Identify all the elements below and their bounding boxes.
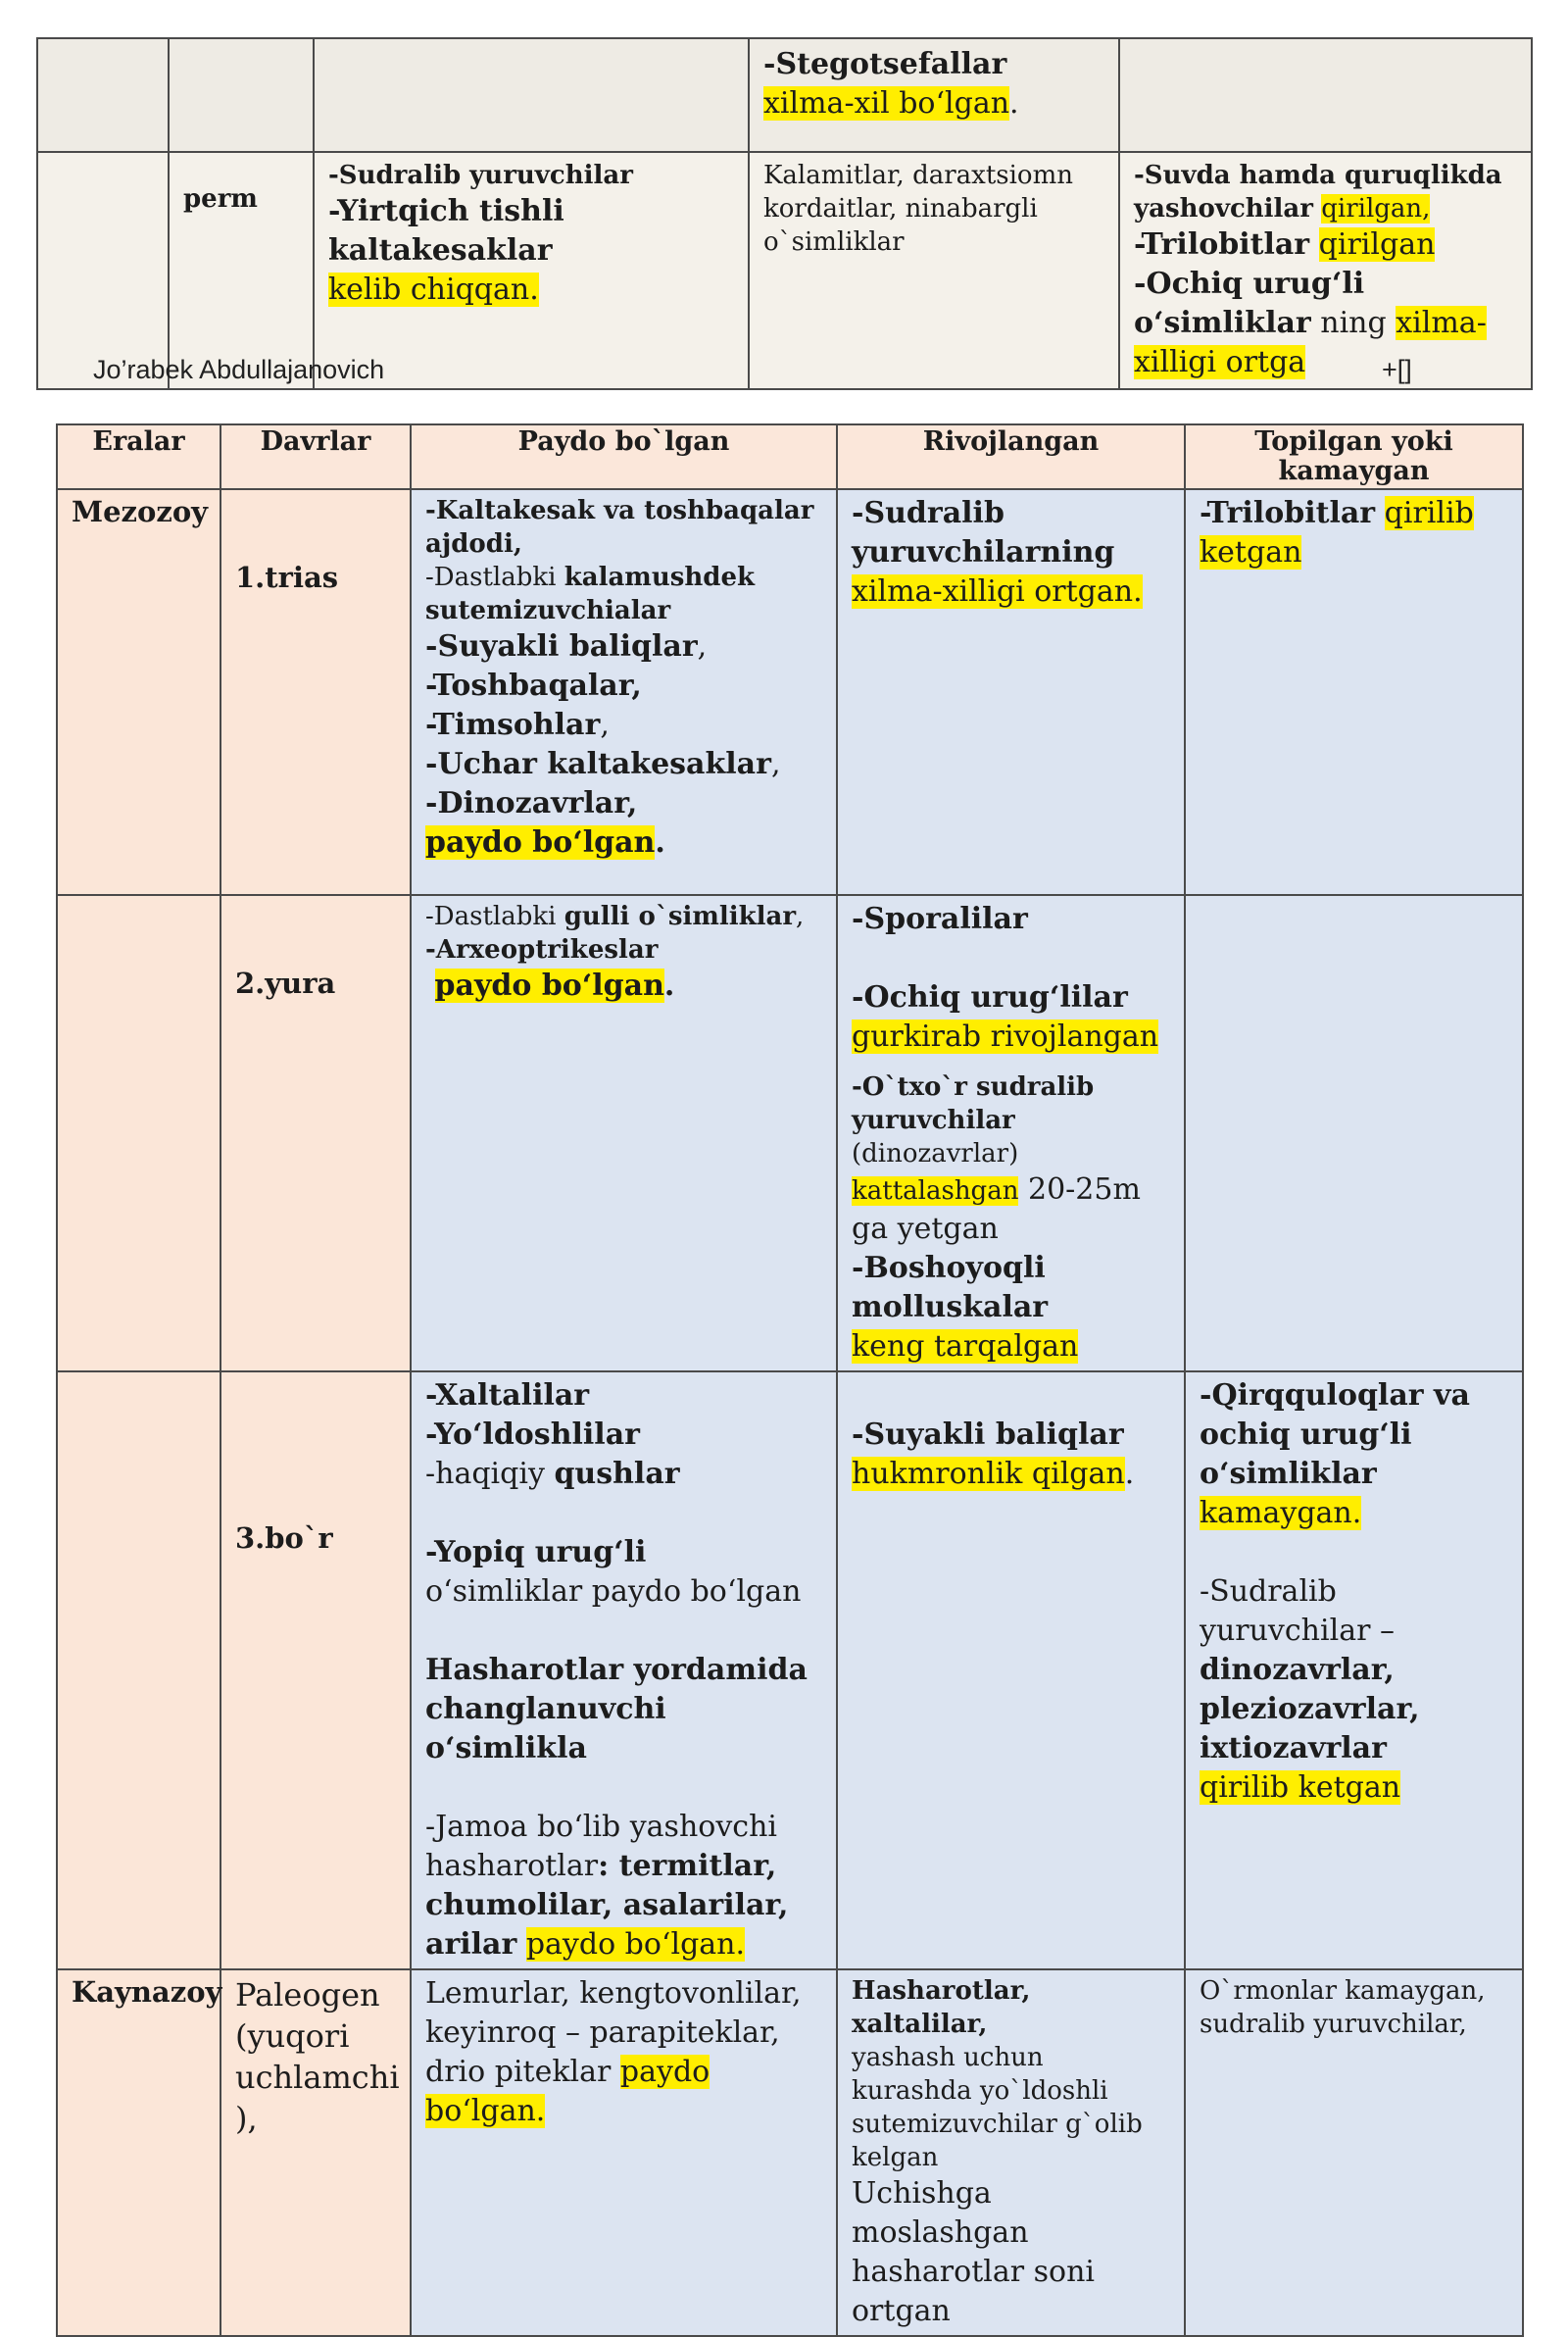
text: . — [1009, 86, 1019, 121]
highlight-text: qirilib ketgan — [1200, 496, 1474, 570]
text: -Trilobitlar — [1200, 496, 1376, 530]
period-cell — [169, 38, 314, 152]
era-cell — [57, 1969, 220, 2336]
topilgan-cell — [1185, 1969, 1523, 2336]
text: -Kaltakesak va toshbaqalar ajdodi, — [425, 496, 814, 559]
paydo-cell — [314, 38, 749, 152]
paydo-cell — [411, 489, 837, 895]
era-cell — [57, 489, 220, 895]
page-mark: +[] — [1382, 355, 1412, 384]
paydo-cell — [314, 152, 749, 389]
topilgan-cell — [1185, 895, 1523, 1371]
header-davrlar: Davrlar — [220, 424, 411, 489]
highlight-text: paydo bo‘lgan. — [425, 2055, 710, 2128]
text: o‘simliklar paydo bo‘lgan — [425, 1574, 802, 1609]
text: yashash uchun kurashda yo`ldoshli sutemizuvchilar g`olib kelgan — [852, 2043, 1143, 2172]
header-eralar: Eralar — [57, 424, 220, 489]
text: . — [655, 825, 665, 860]
text: -haqiqiy — [425, 1457, 555, 1491]
rivoj-cell — [749, 152, 1119, 389]
era-cell — [57, 895, 220, 1371]
period-cell — [220, 1969, 411, 2336]
topilgan-cell — [1185, 1371, 1523, 1969]
text: -Sporalilar — [852, 902, 1028, 936]
text: -Suyakli baliqlar — [425, 629, 698, 664]
paydo-cell — [411, 895, 837, 1371]
highlight-text: hukmronlik qilgan — [852, 1457, 1125, 1491]
highlight-text: kattalashgan — [852, 1176, 1019, 1206]
highlight-text: qirilgan, — [1321, 194, 1431, 224]
table-row — [57, 489, 1523, 895]
text: : termitlar, chumolilar, asalarilar, arilar — [425, 1849, 789, 1962]
period-cell — [169, 152, 314, 389]
text: -Ochiq urug‘lilar — [852, 980, 1128, 1015]
period-label: 2.yura — [235, 967, 336, 1000]
text: -Dastlabki — [425, 902, 564, 931]
text: 20-25m ga yetgan — [852, 1172, 1141, 1246]
period-label: perm — [183, 184, 258, 214]
table-row — [37, 152, 1532, 389]
highlight-text: paydo bo‘lgan. — [525, 1927, 746, 1962]
text: dinozavrlar, pleziozavrlar, ixtiozavrlar — [1200, 1653, 1420, 1765]
text: -Timsohlar — [425, 708, 601, 742]
paydo-cell — [411, 1969, 837, 2336]
continued-table — [36, 37, 1533, 390]
highlight-text: gurkirab rivojlangan — [852, 1019, 1159, 1054]
table-row — [57, 1969, 1523, 2336]
highlight-text: xilma-xilligi ortgan. — [852, 574, 1143, 609]
text: -Sudralib yuruvchilar – — [1200, 1574, 1395, 1648]
era-cell — [57, 1371, 220, 1969]
text: -Toshbaqalar, — [425, 669, 642, 703]
topilgan-cell — [1119, 38, 1532, 152]
highlight-text: xilma-xilligi ortga — [1134, 306, 1487, 379]
header-paydo: Paydo bo`lgan — [411, 424, 837, 489]
period-label: Paleogen (yuqori uchlamchi ), — [235, 1976, 400, 2137]
text: -Ochiq urug‘li o‘simliklar — [1134, 267, 1365, 340]
text: -Stegotsefallar — [763, 47, 1007, 81]
highlight-text: keng tarqalgan — [852, 1329, 1079, 1364]
text: Hasharotlar yordamida changlanuvchi o‘simlikla — [425, 1653, 808, 1765]
text: -Sudralib yuruvchilarning — [852, 496, 1115, 570]
text: Kalamitlar, daraxtsiomn kordaitlar, ninabargli o`simliklar — [763, 161, 1073, 257]
text: . — [663, 969, 675, 1003]
highlight-text: kelib chiqqan. — [328, 273, 539, 307]
table-row — [37, 38, 1532, 152]
text: -Jamoa bo‘lib yashovchi hasharotlar — [425, 1810, 777, 1883]
text: -Xaltalilar — [425, 1378, 590, 1413]
rivoj-cell — [749, 38, 1119, 152]
text: -Arxeoptrikeslar — [425, 935, 659, 965]
text: qushlar — [554, 1457, 680, 1491]
highlight-text: kamaygan. — [1200, 1496, 1362, 1530]
text: -Yirtqich tishli kaltakesaklar — [328, 194, 564, 268]
text: -Qirqquloqlar va ochiq urug‘li o‘simliklar — [1200, 1378, 1470, 1491]
text: Lemurlar, kengtovonlilar, keyinroq – parapiteklar, drio piteklar — [425, 1976, 802, 2089]
text: -Uchar kaltakesaklar — [425, 747, 771, 781]
era-cell — [37, 152, 169, 389]
period-label: 1.trias — [235, 561, 339, 594]
author-name: Jo’rabek Abdullajanovich — [93, 355, 385, 384]
rivoj-cell — [837, 895, 1185, 1371]
period-cell — [220, 1371, 411, 1969]
table-row — [57, 1371, 1523, 1969]
header-topilgan: Topilgan yoki kamaygan — [1185, 424, 1523, 489]
topilgan-cell — [1119, 152, 1532, 389]
era-label: Mezozoy — [72, 495, 209, 528]
text: Hasharotlar, xaltalilar, — [852, 1976, 1031, 2039]
text: -Boshoyoqli molluskalar — [852, 1251, 1049, 1324]
text: -Yo‘ldoshlilar — [425, 1417, 640, 1452]
highlight-text: qirilib ketgan — [1200, 1770, 1401, 1805]
header-rivojlangan: Rivojlangan — [837, 424, 1185, 489]
text: -Dinozavrlar, — [425, 786, 638, 820]
text: ning — [1320, 306, 1387, 340]
period-cell — [220, 895, 411, 1371]
rivoj-cell — [837, 489, 1185, 895]
text: Uchishga moslashgan hasharotlar soni ortgan — [852, 2176, 1095, 2328]
text: -Suyakli baliqlar — [852, 1417, 1124, 1452]
text: kalamushdek sutemizuvchialar — [425, 563, 755, 625]
rivoj-cell — [837, 1969, 1185, 2336]
text: , — [697, 629, 708, 664]
era-cell — [37, 38, 169, 152]
highlight-text: paydo bo‘lgan — [425, 825, 656, 860]
period-cell — [220, 489, 411, 895]
text: -Dastlabki — [425, 563, 564, 592]
text: , — [796, 902, 805, 931]
text: , — [600, 708, 610, 742]
period-label: 3.bo`r — [235, 1521, 333, 1555]
text: , — [770, 747, 781, 781]
highlight-text: paydo bo‘lgan — [434, 969, 664, 1003]
highlight-text: xilma-xil bo‘lgan — [763, 86, 1010, 121]
rivoj-cell — [837, 1371, 1185, 1969]
text: (dinozavrlar) — [852, 1139, 1019, 1168]
text: -Sudralib yuruvchilar — [328, 161, 633, 190]
text: O`rmonlar kamaygan, sudralib yuruvchilar, — [1200, 1976, 1486, 2039]
text: -Yopiq urug‘li — [425, 1535, 647, 1569]
header-row — [57, 424, 1523, 489]
text: -O`txo`r sudralib yuruvchilar — [852, 1072, 1095, 1135]
era-label: Kaynazoy — [72, 1975, 222, 2009]
text: -Trilobitlar — [1134, 227, 1310, 262]
text: -Suvda hamda quruqlikda yashovchilar — [1134, 161, 1502, 224]
text: gulli o`simliklar — [564, 902, 797, 931]
highlight-text: qirilgan — [1318, 227, 1436, 262]
topilgan-cell — [1185, 489, 1523, 895]
eras-table — [56, 423, 1524, 2337]
text: . — [1124, 1457, 1135, 1491]
table-row — [57, 895, 1523, 1371]
paydo-cell — [411, 1371, 837, 1969]
